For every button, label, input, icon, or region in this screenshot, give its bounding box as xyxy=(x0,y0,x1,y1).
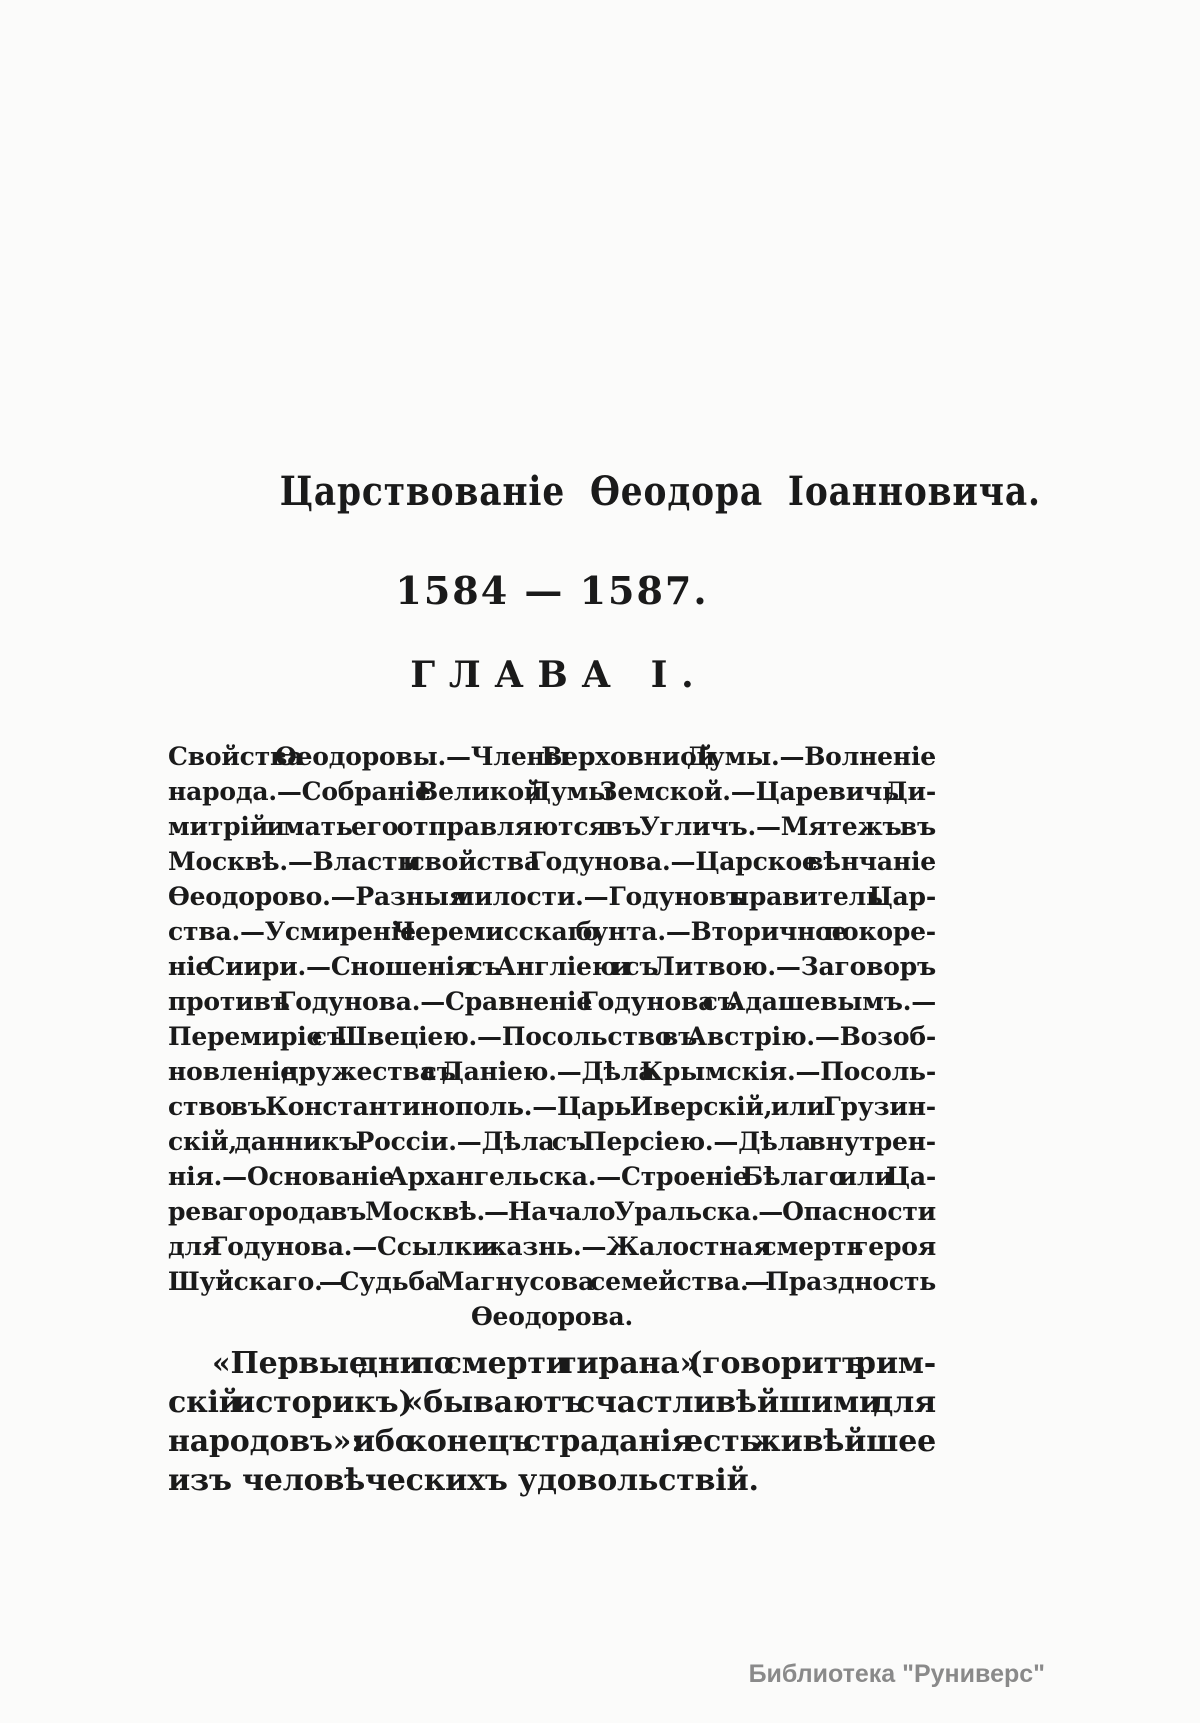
body-line xyxy=(168,1383,936,1422)
summary-line xyxy=(168,809,936,844)
summary-line xyxy=(168,739,936,774)
watermark: Библиотека "Руниверс" xyxy=(748,1660,1045,1688)
summary-line-text: Перемиріе съ Швеціею.—Посольство въ Австрію.—Возоб- xyxy=(168,1022,936,1051)
summary-line-text: нія.—Основаніе Архангельска.—Строеніе Бѣлаго или Ца- xyxy=(168,1162,936,1191)
summary-line xyxy=(168,1089,936,1124)
summary-line-text: противъ Годунова.—Сравненіе Годунова съ Адашевымъ.— xyxy=(168,987,936,1016)
body-line-text: скій историкъ) «бываютъ счастливѣйшими для xyxy=(168,1385,936,1420)
body-line-text: изъ человѣческихъ удовольствій. xyxy=(168,1463,759,1498)
chapter-heading: ГЛАВА I. xyxy=(410,654,708,696)
summary-line xyxy=(168,914,936,949)
summary-line-text: митрій и мать его отправляются въ Угличъ.—Мятежъ въ xyxy=(168,812,936,841)
text-column xyxy=(168,0,1041,1500)
summary-line xyxy=(168,879,936,914)
body-line xyxy=(168,1422,936,1461)
page-title: Царствованіе Ѳеодора Іоанновича. xyxy=(279,468,1041,515)
body-line xyxy=(168,1344,936,1383)
date-range: 1584 — 1587. xyxy=(395,568,709,613)
summary-line-text: для Годунова.—Ссылки и казнь.—Жалостная смерть героя xyxy=(168,1232,936,1261)
summary-line-text: Шуйскаго. — Судьба Магнусова семейства. — Праздность xyxy=(168,1267,936,1296)
summary-line xyxy=(168,1264,936,1299)
body-line-text: «Первые дни по смерти тирана» (говоритъ рим- xyxy=(212,1346,936,1381)
summary-line-text: ство въ Константинополь.—Царь Иверскій, или Грузин- xyxy=(168,1092,936,1121)
summary-line xyxy=(168,984,936,1019)
summary-line-text: скій, данникъ Россіи.—Дѣла съ Персіею.—Дѣла внутрен- xyxy=(168,1127,936,1156)
summary-line-text: Свойства Ѳеодоровы.—Члены Верховниой Думы.—Волненіе xyxy=(168,742,936,771)
summary-line xyxy=(168,1229,936,1264)
summary-line xyxy=(168,774,936,809)
summary-line-text: Ѳеодорово.—Разныя милости.—Годуновъ правитель Цар- xyxy=(168,882,936,911)
summary-line-text: народа.—Собраніе Великой Думы Земской.—Царевичь Ди- xyxy=(168,777,936,806)
summary-line-text: ства.—Усмиреніе Черемисскаго бунта.—Вторичное покоре- xyxy=(168,917,936,946)
body-line xyxy=(168,1461,936,1500)
summary-line xyxy=(168,1054,936,1089)
summary-line xyxy=(168,844,936,879)
summary-line xyxy=(168,1019,936,1054)
summary-line-text: рева города въ Москвѣ. — Начало Уральска. — Опасности xyxy=(168,1197,936,1226)
body-paragraph xyxy=(168,1344,936,1500)
summary-line xyxy=(168,949,936,984)
summary-line xyxy=(168,1124,936,1159)
body-line-text: народовъ»: ибо конецъ страданія есть живѣйшее xyxy=(168,1424,936,1459)
summary-line-text: ніе Сиири.—Сношенія съ Англіею и съ Литвою.—Заговоръ xyxy=(168,952,936,981)
summary-last-line: Ѳеодорова. xyxy=(470,1302,634,1331)
summary-line xyxy=(168,1194,936,1229)
summary-line xyxy=(168,1159,936,1194)
summary-line-text: Москвѣ.—Власть и свойства Годунова.—Царское вѣнчаніе xyxy=(168,847,936,876)
summary-line-text: новленіе дружества съ Даніею.—Дѣла Крымскія.—Посоль- xyxy=(168,1057,936,1086)
chapter-summary xyxy=(168,739,936,1334)
